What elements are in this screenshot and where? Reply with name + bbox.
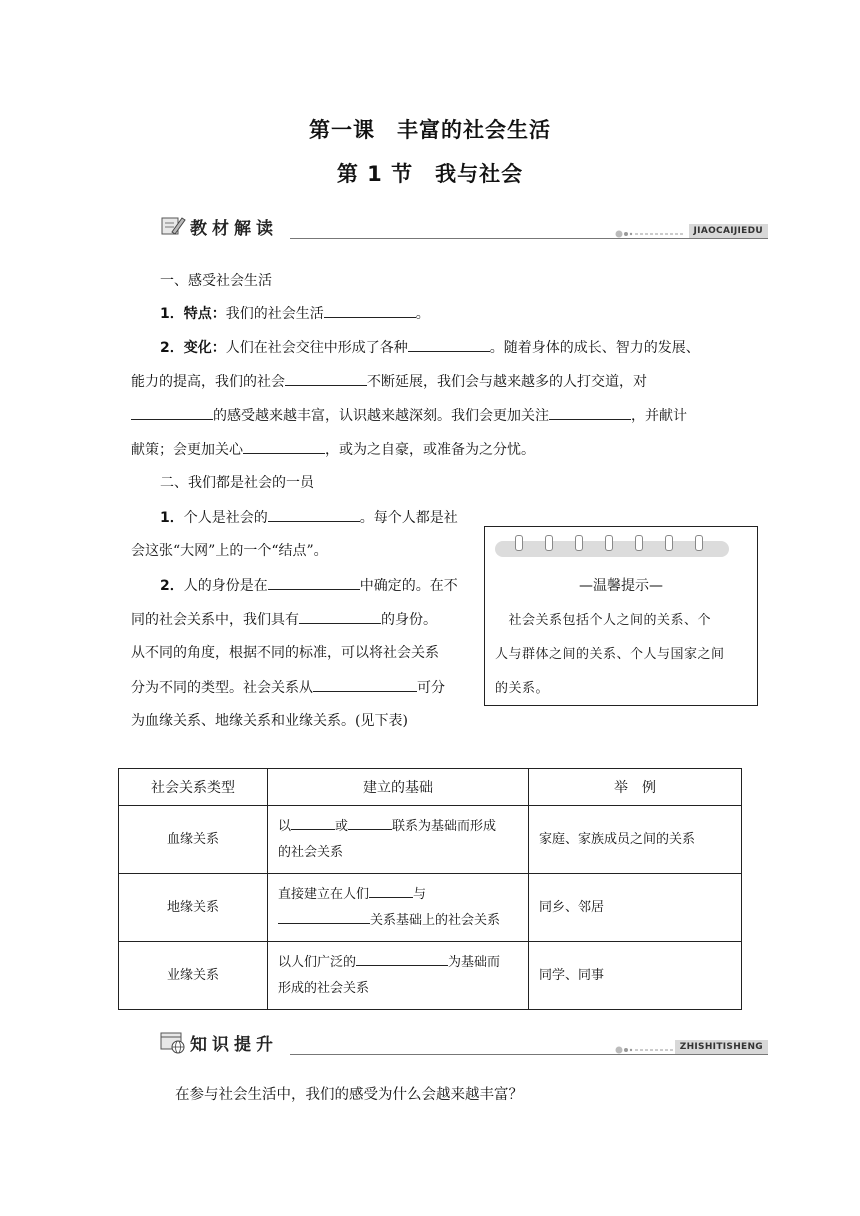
table-cell-basis: 以 或 联系为基础而形成 的社会关系 [268, 806, 529, 874]
globe-window-icon [160, 1030, 186, 1054]
table-row [119, 942, 742, 1010]
fill-blank[interactable] [324, 304, 416, 318]
section-title: 第 1 节 我与社会 [336, 162, 524, 186]
fill-blank[interactable] [348, 816, 392, 830]
question-text: 在参与社会生活中，我们的感受为什么会越来越丰富？ [175, 1087, 523, 1103]
fill-blank[interactable] [243, 440, 325, 454]
part2-item2-line2: 同的社会关系中，我们具有 的身份。 [131, 612, 437, 628]
table-cell-example: 家庭、家族成员之间的关系 [529, 806, 742, 874]
tip-line: 的关系。 [495, 681, 550, 696]
tip-line: 人与群体之间的关系、个人与国家之间 [495, 647, 725, 662]
table-header-row [119, 769, 742, 806]
part1-item2-line3: 的感受越来越丰富，认识越来越深刻。我们会更加关注 ，并献计 [131, 406, 687, 425]
banner-title: 知识提升 [190, 1035, 278, 1055]
part1-item2-line4: 献策；会更加关心 ，或为之自豪，或准备为之分忧。 [131, 442, 535, 458]
part2-item1-line2: 会这张“大网”上的一个“结点”。 [131, 543, 328, 559]
fill-blank[interactable] [285, 372, 367, 386]
section-banner-knowledge [160, 1028, 768, 1056]
fill-blank[interactable] [408, 338, 490, 352]
part1-heading: 一、感受社会生活 [160, 273, 272, 289]
fill-blank[interactable] [549, 406, 631, 420]
section-banner-textbook [160, 212, 768, 240]
part2-heading: 二、我们都是社会的一员 [160, 475, 314, 491]
banner-divider [290, 238, 768, 239]
tip-title: —温馨提示— [579, 578, 663, 594]
fill-blank[interactable] [131, 406, 213, 420]
table-row [119, 806, 742, 874]
social-relations-table [118, 768, 742, 1010]
table-cell-example: 同学、同事 [529, 942, 742, 1010]
table-cell-example: 同乡、邻居 [529, 874, 742, 942]
fill-blank[interactable] [278, 910, 370, 924]
dots-decoration-icon [615, 228, 685, 238]
table-header: 举 例 [529, 769, 742, 806]
fill-blank[interactable] [291, 816, 335, 830]
table-cell-basis: 以人们广泛的 为基础而 形成的社会关系 [268, 942, 529, 1010]
pencil-paper-icon [160, 214, 186, 238]
table-cell-type: 地缘关系 [119, 874, 268, 942]
fill-blank[interactable] [268, 508, 360, 522]
tip-line: 社会关系包括个人之间的关系、个 [495, 613, 712, 628]
part2-item2-line5: 为血缘关系、地缘关系和业缘关系。(见下表) [131, 713, 408, 729]
part1-item1: 1．特点：我们的社会生活 。 [160, 306, 430, 322]
part1-item2-line1: 2．变化：人们在社会交往中形成了各种 。随着身体的成长、智力的发展、 [160, 340, 700, 356]
table-header: 社会关系类型 [119, 769, 268, 806]
spiral-binding-icon [495, 541, 729, 557]
banner-en-label: JIAOCAIJIEDU [689, 224, 768, 238]
fill-blank[interactable] [268, 576, 360, 590]
tip-box [484, 526, 758, 706]
part2-item2-line4: 分为不同的类型。社会关系从 可分 [131, 680, 445, 696]
fill-blank[interactable] [299, 610, 381, 624]
banner-divider [290, 1054, 768, 1055]
part1-item2-line2: 能力的提高，我们的社会 不断延展，我们会与越来越多的人打交道，对 [131, 374, 647, 390]
table-row [119, 874, 742, 942]
part2-item2-line1: 2．人的身份是在 中确定的。在不 [160, 578, 458, 594]
fill-blank[interactable] [369, 884, 413, 898]
lesson-title: 第一课 丰富的社会生活 [309, 118, 551, 142]
part2-item1-line1: 1．个人是社会的 。每个人都是社 [160, 510, 458, 526]
fill-blank[interactable] [313, 678, 417, 692]
table-cell-basis: 直接建立在人们 与 关系基础上的社会关系 [268, 874, 529, 942]
banner-en-label: ZHISHITISHENG [675, 1040, 768, 1054]
banner-title: 教材解读 [190, 219, 278, 239]
table-header: 建立的基础 [268, 769, 529, 806]
fill-blank[interactable] [356, 952, 448, 966]
part2-item2-line3: 从不同的角度，根据不同的标准，可以将社会关系 [131, 645, 439, 661]
table-cell-type: 业缘关系 [119, 942, 268, 1010]
table-cell-type: 血缘关系 [119, 806, 268, 874]
